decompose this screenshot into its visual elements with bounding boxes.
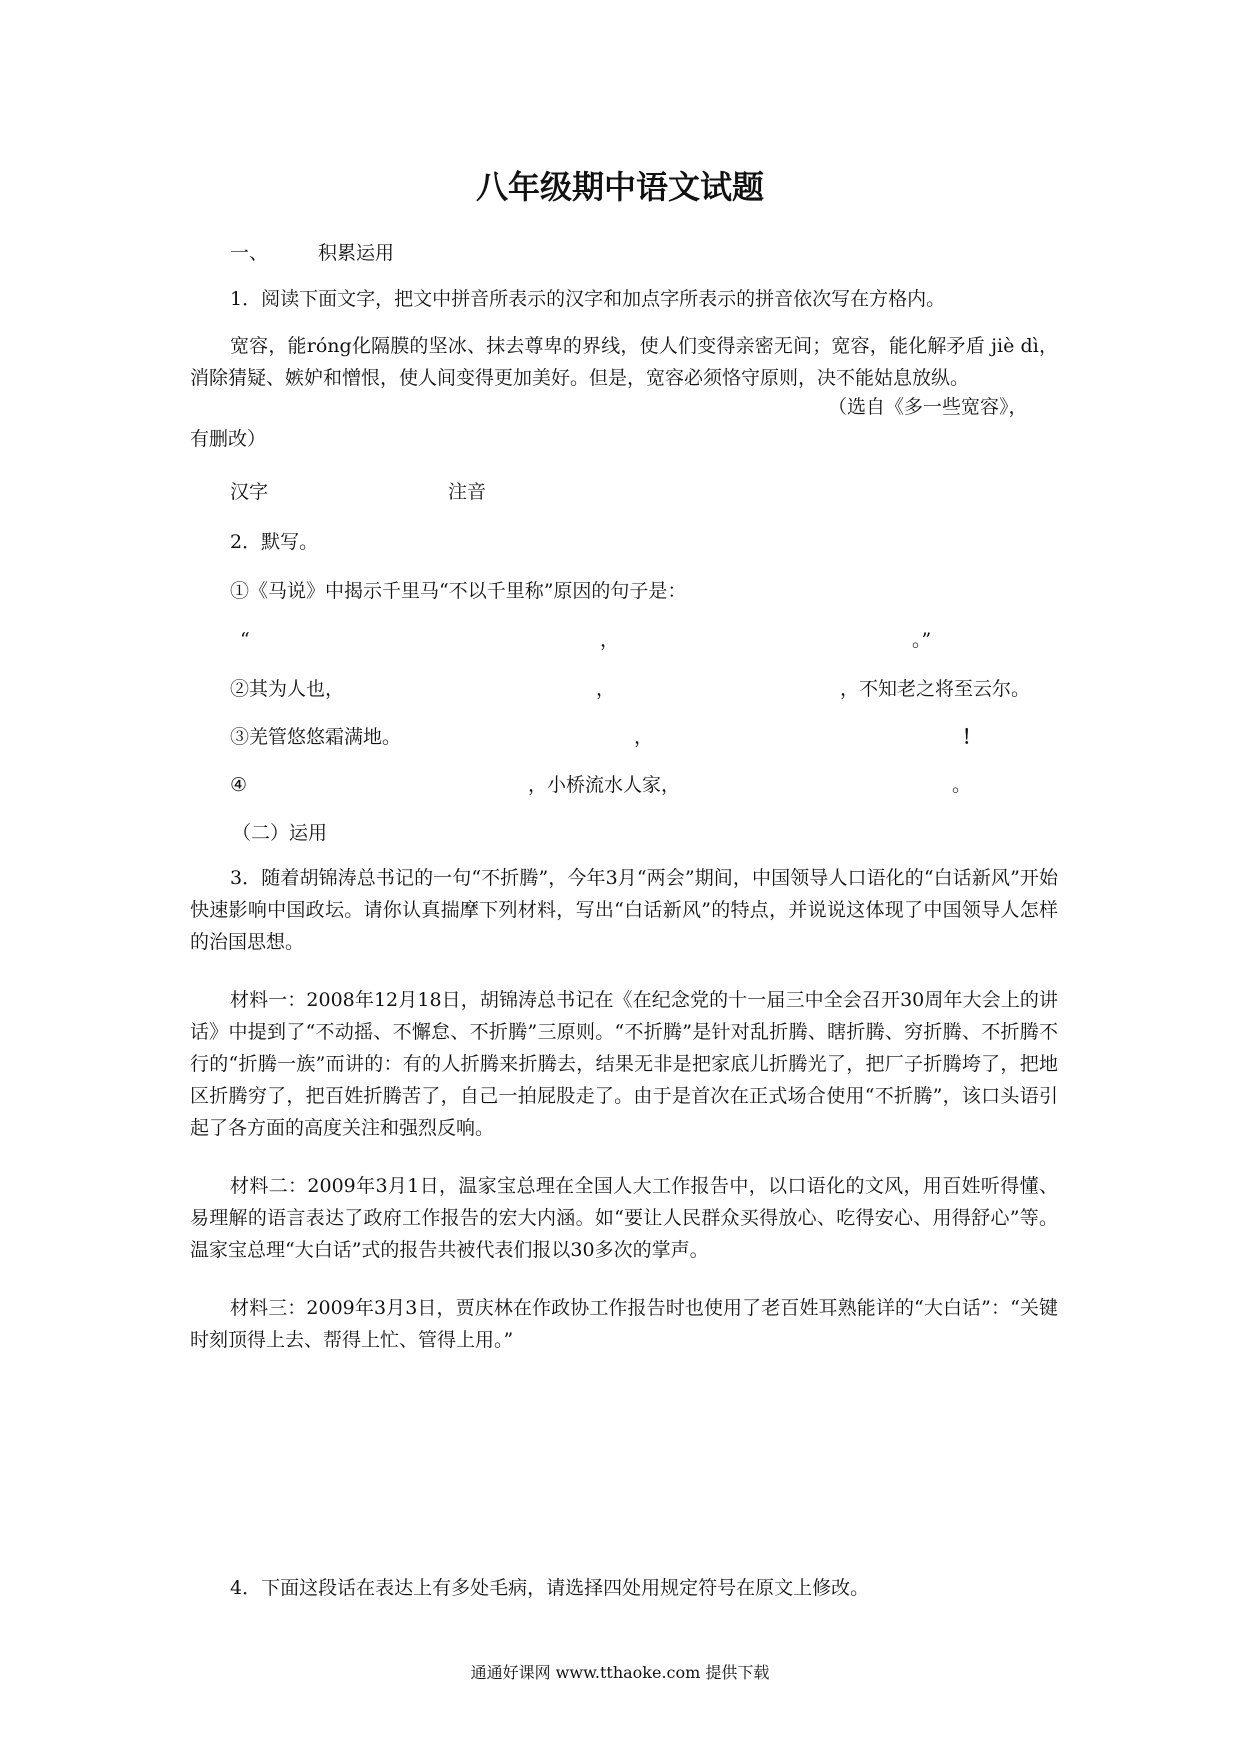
dictation-item-4-mid: ，小桥流水人家，	[528, 774, 681, 796]
dictation-item-2-start: ②其为人也，	[230, 678, 345, 700]
hanzi-label: 汉字	[230, 481, 269, 503]
question-1-passage: 宽容，能róng化隔膜的坚冰、抹去尊卑的界线，使人们变得亲密无间；宽容，能化解矛盾 jiè dì，消除猜疑、嫉妒和憎恨，使人间变得更加美好。但是，宽容必须恪守原则，决不能姑息放纵。	[190, 335, 1058, 389]
material-3: 材料三：2009年3月3日，贾庆林在作政协工作报告时也使用了老百姓耳熟能详的“大白话”：“关键时刻顶得上去、帮得上忙、管得上用。”	[190, 1297, 1058, 1351]
passage-source-cont: 有删改）	[190, 428, 267, 450]
zhuyin-label: 注音	[448, 481, 487, 503]
page-title: 八年级期中语文试题	[475, 168, 764, 206]
question-2-prompt: 2．默写。	[230, 531, 319, 553]
material-1: 材料一：2008年12月18日，胡锦涛总书记在《在纪念党的十一届三中全会召开30周年大会上的讲话》中提到了“不动摇、不懈怠、不折腾”三原则。“不折腾”是针对乱折腾、瞎折腾、穷折腾、不折腾不行的“折腾一族”而讲的：有的人折腾来折腾去，结果无非是把家底儿折腾光了，把厂子折腾垮了，把地区折腾穷了，把百姓折腾苦了，自己一拍屁股走了。由于是首次在正式场合使用“不折腾”，该口头语引起了各方面的高度关注和强烈反响。	[190, 989, 1058, 1139]
material-2: 材料二：2009年3月1日，温家宝总理在全国人大工作报告中，以口语化的文风，用百姓听得懂、易理解的语言表达了政府工作报告的宏大内涵。如“要让人民群众买得放心、吃得安心、用得舒心”等。温家宝总理“大白话”式的报告共被代表们报以30多次的掌声。	[190, 1175, 1058, 1261]
section-number: 一、	[230, 242, 269, 264]
passage-source: （选自《多一些宽容》，	[828, 396, 1028, 418]
footer: 通通好课网 www.tthaoke.com 提供下载	[470, 1663, 770, 1682]
section-heading: 积累运用	[318, 242, 395, 264]
dictation-item-1-open-quote: “	[240, 629, 250, 651]
question-1-prompt: 1．阅读下面文字，把文中拼音所表示的汉字和加点字所表示的拼音依次写在方格内。	[230, 288, 946, 310]
dictation-item-4-start: ④	[230, 774, 248, 796]
section-2-heading: （二）运用	[232, 822, 328, 844]
dictation-item-2-comma: ，	[596, 678, 616, 700]
dictation-item-4-end: 。	[952, 774, 972, 796]
dictation-item-3-end: ！	[962, 726, 982, 748]
question-4-prompt: 4．下面这段话在表达上有多处毛病，请选择四处用规定符号在原文上修改。	[230, 1577, 870, 1599]
dictation-item-1-close: 。”	[912, 629, 932, 651]
dictation-item-3-comma: ，	[634, 726, 654, 748]
dictation-item-2-end: ，不知老之将至云尔。	[840, 678, 1031, 700]
dictation-item-3-start: ③羌管悠悠霜满地。	[230, 726, 402, 748]
question-3-prompt: 3．随着胡锦涛总书记的一句“不折腾”，今年3月“两会”期间，中国领导人口语化的“白话新风”开始快速影响中国政坛。请你认真揣摩下列材料，写出“白话新风”的特点，并说说这体现了中国领导人怎样的治国思想。	[190, 867, 1058, 953]
dictation-item-1-comma: ，	[600, 629, 620, 651]
dictation-item-1: ①《马说》中揭示千里马“不以千里称”原因的句子是：	[230, 580, 687, 602]
